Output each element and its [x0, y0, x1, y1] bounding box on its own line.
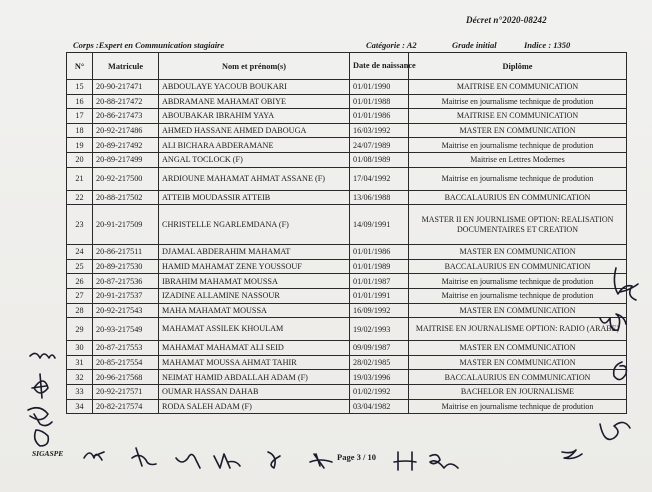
signature-left-4: [35, 430, 49, 446]
column-header-date: Date de naissance: [350, 53, 409, 80]
cell-matricule: 20-86-217473: [93, 109, 159, 124]
cell-nom: HAMID MAHAMAT ZENE YOUSSOUF: [159, 259, 350, 274]
cell-date: 01/01/1988: [350, 94, 409, 109]
signature-bottom-7: [394, 452, 416, 470]
cell-date: 28/02/1985: [350, 355, 409, 370]
cell-diplome: Maitrise en journalisme technique de prodution: [409, 399, 627, 414]
table-row: [67, 355, 627, 370]
cell-nom: OUMAR HASSAN DAHAB: [159, 384, 350, 399]
cell-date: 01/01/1986: [350, 109, 409, 124]
grade-label: Grade initial: [452, 40, 497, 50]
signature-bottom-3: [176, 454, 200, 468]
categorie-label: Catégorie : A2: [366, 40, 417, 50]
cell-diplome: BACCALAURIUS EN COMMUNICATION: [409, 370, 627, 385]
cell-date: 09/09/1987: [350, 341, 409, 356]
cell-nom: MAHAMAT ASSILEK KHOULAM: [159, 318, 350, 341]
table-row: [67, 109, 627, 124]
table-row: [67, 80, 627, 95]
cell-no: 29: [67, 318, 93, 341]
table-row: [67, 384, 627, 399]
cell-diplome: MASTER EN COMMUNICATION: [409, 245, 627, 260]
cell-diplome: Maitrise en journalisme technique de prodution: [409, 274, 627, 289]
cell-date: 16/03/1992: [350, 123, 409, 138]
cell-no: 28: [67, 303, 93, 318]
cell-matricule: 20-90-217471: [93, 80, 159, 95]
cell-no: 25: [67, 259, 93, 274]
indice-label: Indice : 1350: [524, 40, 571, 50]
cell-date: 17/04/1992: [350, 167, 409, 190]
table-row: [67, 274, 627, 289]
cell-diplome: MASTER EN COMMUNICATION: [409, 123, 627, 138]
cell-matricule: 20-88-217502: [93, 190, 159, 205]
column-header-matricule: Matricule: [93, 53, 159, 80]
cell-matricule: 20-85-217554: [93, 355, 159, 370]
cell-date: 01/01/1989: [350, 259, 409, 274]
cell-matricule: 20-92-217571: [93, 384, 159, 399]
cell-no: 34: [67, 399, 93, 414]
cell-nom: CHRISTELLE NGARLEMDANA (F): [159, 205, 350, 245]
cell-diplome: Maitrise en Lettres Modernes: [409, 152, 627, 167]
cell-nom: DJAMAL ABDERAHIM MAHAMAT: [159, 245, 350, 260]
table-row: [67, 205, 627, 245]
cell-date: 16/09/1992: [350, 303, 409, 318]
cell-matricule: 20-89-217530: [93, 259, 159, 274]
column-header-no: N°: [67, 53, 93, 80]
cell-date: 01/01/1987: [350, 274, 409, 289]
cell-matricule: 20-91-217509: [93, 205, 159, 245]
signature-bottom-8: [430, 455, 458, 468]
cell-matricule: 20-87-217536: [93, 274, 159, 289]
cell-no: 24: [67, 245, 93, 260]
cell-no: 20: [67, 152, 93, 167]
cell-nom: NEIMAT HAMID ABDALLAH ADAM (F): [159, 370, 350, 385]
signature-right-4: [600, 422, 630, 439]
cell-matricule: 20-89-217499: [93, 152, 159, 167]
cell-nom: MAHAMAT MAHAMAT ALI SEID: [159, 341, 350, 356]
signature-left-3: [28, 408, 52, 426]
cell-no: 30: [67, 341, 93, 356]
cell-matricule: 20-92-217500: [93, 167, 159, 190]
cell-no: 27: [67, 288, 93, 303]
cell-diplome: Maitrise en journalisme technique de prodution: [409, 288, 627, 303]
table-row: [67, 288, 627, 303]
table-row: [67, 303, 627, 318]
cell-diplome: BACHELOR EN JOURNALISME: [409, 384, 627, 399]
table-row: [67, 167, 627, 190]
signature-left-1: [30, 353, 55, 358]
cell-diplome: MASTER EN COMMUNICATION: [409, 341, 627, 356]
decree-number: Décret n°2020-08242: [466, 15, 547, 25]
cell-date: 19/03/1996: [350, 370, 409, 385]
cell-diplome: BACCALAURIUS EN COMMUNICATION: [409, 259, 627, 274]
cell-diplome: MASTER EN COMMUNICATION: [409, 355, 627, 370]
signature-bottom-1: [84, 452, 104, 460]
cell-matricule: 20-89-217492: [93, 138, 159, 153]
table-row: [67, 259, 627, 274]
cell-diplome: MASTER EN COMMUNICATION: [409, 303, 627, 318]
cell-date: 01/02/1992: [350, 384, 409, 399]
cell-no: 19: [67, 138, 93, 153]
column-header-diplome: Diplôme: [409, 53, 627, 80]
cell-diplome: MAITRISE EN JOURNALISME OPTION: RADIO (ARABE): [409, 318, 627, 341]
cell-date: 01/08/1989: [350, 152, 409, 167]
cell-matricule: 20-88-217472: [93, 94, 159, 109]
cell-diplome: Maitrise en journalisme technique de prodution: [409, 94, 627, 109]
cell-matricule: 20-92-217543: [93, 303, 159, 318]
cell-nom: ANGAL TOCLOCK (F): [159, 152, 350, 167]
signature-bottom-5: [268, 452, 280, 468]
cell-nom: MAHAMAT MOUSSA AHMAT TAHIR: [159, 355, 350, 370]
cell-nom: ABDRAMANE MAHAMAT OBIYE: [159, 94, 350, 109]
footer-sigaspe: SIGASPE: [32, 449, 64, 458]
cell-diplome: MASTER II EN JOURNLISME OPTION: REALISATION DOCUMENTAIRES ET CREATION: [409, 205, 627, 245]
table-header-row: [67, 53, 627, 80]
cell-diplome: MAITRISE EN COMMUNICATION: [409, 80, 627, 95]
cell-date: 24/07/1989: [350, 138, 409, 153]
signature-bottom-4: [214, 454, 240, 468]
cell-nom: MAHA MAHAMAT MOUSSA: [159, 303, 350, 318]
cell-diplome: Maitrise en journalisme technique de prodution: [409, 167, 627, 190]
cell-nom: IBRAHIM MAHAMAT MOUSSA: [159, 274, 350, 289]
corps-label: Corps :Expert en Communication stagiaire: [73, 40, 225, 50]
cell-date: 13/06/1988: [350, 190, 409, 205]
cell-no: 15: [67, 80, 93, 95]
cell-date: 19/02/1993: [350, 318, 409, 341]
cell-date: 03/04/1982: [350, 399, 409, 414]
cell-nom: ALI BICHARA ABDERAMANE: [159, 138, 350, 153]
cell-no: 21: [67, 167, 93, 190]
table-row: [67, 138, 627, 153]
column-header-nom: Nom et prénom(s): [159, 53, 350, 80]
cell-nom: IZADINE ALLAMINE NASSOUR: [159, 288, 350, 303]
table-row: [67, 123, 627, 138]
table-row: [67, 399, 627, 414]
cell-diplome: Maitrise en journalisme technique de prodution: [409, 138, 627, 153]
table-body: [67, 80, 627, 414]
cell-diplome: MAITRISE EN COMMUNICATION: [409, 109, 627, 124]
cell-no: 32: [67, 370, 93, 385]
signature-bottom-6: [310, 454, 332, 468]
cell-no: 31: [67, 355, 93, 370]
cell-matricule: 20-93-217549: [93, 318, 159, 341]
cell-date: 14/09/1991: [350, 205, 409, 245]
cell-nom: AHMED HASSANE AHMED DABOUGA: [159, 123, 350, 138]
page-number: Page 3 / 10: [337, 452, 376, 462]
cell-no: 26: [67, 274, 93, 289]
cell-matricule: 20-86-217511: [93, 245, 159, 260]
cell-nom: ABOUBAKAR IBRAHIM YAYA: [159, 109, 350, 124]
personnel-table: [66, 52, 627, 414]
cell-matricule: 20-87-217553: [93, 341, 159, 356]
cell-matricule: 20-91-217537: [93, 288, 159, 303]
cell-nom: RODA SALEH ADAM (F): [159, 399, 350, 414]
cell-no: 33: [67, 384, 93, 399]
signature-bottom-9: [562, 450, 582, 459]
cell-nom: ATTEIB MOUDASSIR ATTEIB: [159, 190, 350, 205]
table-row: [67, 245, 627, 260]
cell-matricule: 20-96-217568: [93, 370, 159, 385]
table-row: [67, 341, 627, 356]
cell-no: 23: [67, 205, 93, 245]
cell-no: 16: [67, 94, 93, 109]
table-row: [67, 318, 627, 341]
table-row: [67, 370, 627, 385]
cell-nom: ARDIOUNE MAHAMAT AHMAT ASSANE (F): [159, 167, 350, 190]
table-row: [67, 152, 627, 167]
table-row: [67, 94, 627, 109]
cell-date: 01/01/1990: [350, 80, 409, 95]
cell-no: 17: [67, 109, 93, 124]
cell-no: 18: [67, 123, 93, 138]
cell-matricule: 20-82-217574: [93, 399, 159, 414]
cell-diplome: BACCALAURIUS EN COMMUNICATION: [409, 190, 627, 205]
signature-left-2: [32, 374, 48, 398]
cell-date: 01/01/1991: [350, 288, 409, 303]
cell-date: 01/01/1986: [350, 245, 409, 260]
signature-bottom-2: [132, 448, 156, 466]
table-row: [67, 190, 627, 205]
cell-no: 22: [67, 190, 93, 205]
cell-matricule: 20-92-217486: [93, 123, 159, 138]
cell-nom: ABDOULAYE YACOUB BOUKARI: [159, 80, 350, 95]
